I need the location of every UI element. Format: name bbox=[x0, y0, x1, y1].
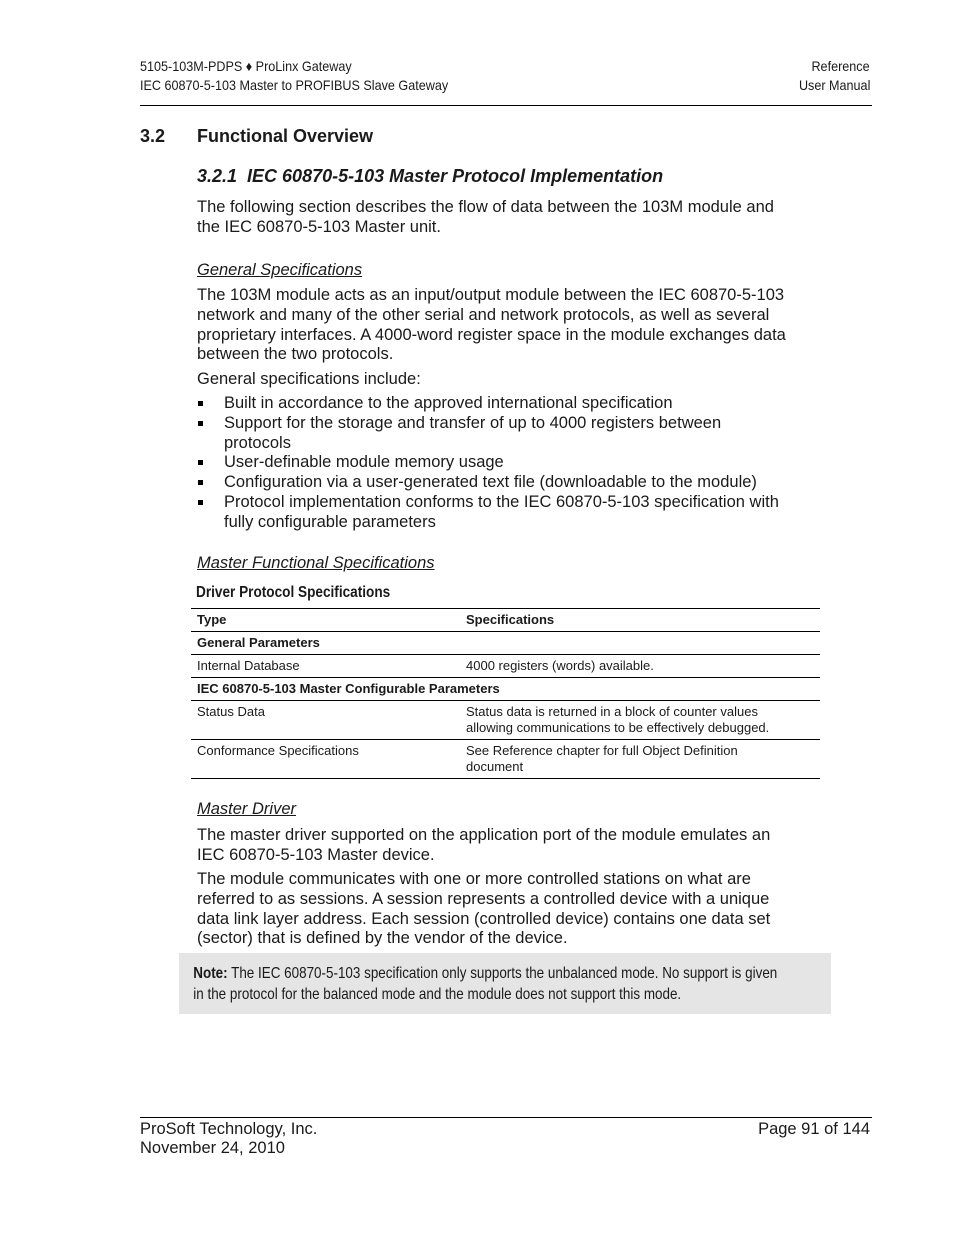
table-group-row bbox=[191, 632, 820, 655]
master-driver-heading: Master Driver bbox=[197, 800, 297, 818]
table-group-row bbox=[191, 678, 820, 701]
group-label: IEC 60870-5-103 Master Configurable Parameters bbox=[191, 678, 820, 701]
para-line: The master driver supported on the application port of the module emulates an bbox=[197, 826, 771, 844]
table-row bbox=[191, 740, 820, 779]
section-title: Functional Overview bbox=[197, 126, 374, 146]
para-line: proprietary interfaces. A 4000-word register space in the module exchanges data bbox=[197, 325, 786, 344]
cell-type: Internal Database bbox=[191, 655, 460, 678]
footer-rule bbox=[140, 1117, 872, 1118]
table-header-row bbox=[191, 609, 820, 632]
bullet-icon bbox=[198, 401, 203, 406]
intro-line: the IEC 60870-5-103 Master unit. bbox=[197, 217, 441, 236]
section-number: 3.2 bbox=[140, 126, 166, 146]
header-chapter: Reference bbox=[811, 58, 870, 74]
header-doc-id: 5105-103M-PDPS ♦ ProLinx Gateway bbox=[140, 58, 352, 74]
table-row bbox=[191, 701, 820, 740]
general-specs-heading: General Specifications bbox=[197, 261, 363, 279]
general-specs-list bbox=[196, 394, 836, 533]
footer-date: November 24, 2010 bbox=[140, 1139, 285, 1157]
cell-type: Conformance Specifications bbox=[191, 740, 460, 779]
master-driver-paragraph-2 bbox=[197, 870, 837, 949]
cell-spec: 4000 registers (words) available. bbox=[460, 655, 820, 678]
master-driver-paragraph-1 bbox=[197, 826, 837, 866]
cell-spec: Status data is returned in a block of counter values allowing communications to be effectively debugged. bbox=[460, 701, 820, 740]
bullet-icon bbox=[198, 480, 203, 485]
column-header-specifications: Specifications bbox=[460, 609, 820, 632]
para-line: data link layer address. Each session (controlled device) contains one data set bbox=[197, 909, 771, 928]
intro-line: The following section describes the flow of data between the 103M module and bbox=[197, 198, 774, 216]
para-line: The module communicates with one or more controlled stations on what are bbox=[197, 870, 751, 888]
driver-protocol-table bbox=[191, 608, 820, 779]
footer-company: ProSoft Technology, Inc. bbox=[140, 1120, 318, 1138]
list-item: Configuration via a user-generated text file (downloadable to the module) bbox=[196, 473, 836, 493]
list-item: Support for the storage and transfer of up to 4000 registers between protocols bbox=[196, 414, 836, 454]
general-specs-paragraph bbox=[197, 286, 847, 365]
cell-type: Status Data bbox=[191, 701, 460, 740]
para-line: (sector) that is defined by the vendor of the device. bbox=[197, 929, 568, 948]
general-specs-include-label: General specifications include: bbox=[197, 370, 421, 388]
para-line: network and many of the other serial and network protocols, as well as several bbox=[197, 305, 770, 324]
list-item: User-definable module memory usage bbox=[196, 453, 836, 473]
note-text: in the protocol for the balanced mode and the module does not support this mode. bbox=[193, 986, 682, 1003]
header-doc-subtitle: IEC 60870-5-103 Master to PROFIBUS Slave Gateway bbox=[140, 77, 449, 93]
footer-page-number: Page 91 of 144 bbox=[758, 1120, 870, 1138]
bullet-icon bbox=[198, 460, 203, 465]
note-text: The IEC 60870-5-103 specification only supports the unbalanced mode. No support is given bbox=[227, 965, 778, 982]
para-line: between the two protocols. bbox=[197, 345, 394, 364]
bullet-icon bbox=[198, 421, 203, 426]
subsection-title: 3.2.1 IEC 60870-5-103 Master Protocol Implementation bbox=[197, 166, 664, 186]
table-row bbox=[191, 655, 820, 678]
table-caption: Driver Protocol Specifications bbox=[196, 584, 391, 601]
cell-spec: See Reference chapter for full Object Definition document bbox=[460, 740, 820, 779]
column-header-type: Type bbox=[191, 609, 460, 632]
intro-paragraph bbox=[197, 198, 837, 238]
para-line: IEC 60870-5-103 Master device. bbox=[197, 845, 435, 864]
master-functional-heading: Master Functional Specifications bbox=[197, 554, 435, 572]
para-line: The 103M module acts as an input/output module between the IEC 60870-5-103 bbox=[197, 286, 785, 304]
bullet-icon bbox=[198, 500, 203, 505]
header-manual: User Manual bbox=[798, 77, 870, 93]
list-item: Built in accordance to the approved international specification bbox=[196, 394, 836, 414]
list-item: Protocol implementation conforms to the IEC 60870-5-103 specification with fully configurable parameters bbox=[196, 493, 836, 533]
note-label: Note: bbox=[193, 965, 228, 982]
para-line: referred to as sessions. A session represents a controlled device with a unique bbox=[197, 889, 770, 908]
header-rule bbox=[140, 105, 872, 106]
note-box bbox=[179, 953, 831, 1014]
group-label: General Parameters bbox=[191, 632, 820, 655]
